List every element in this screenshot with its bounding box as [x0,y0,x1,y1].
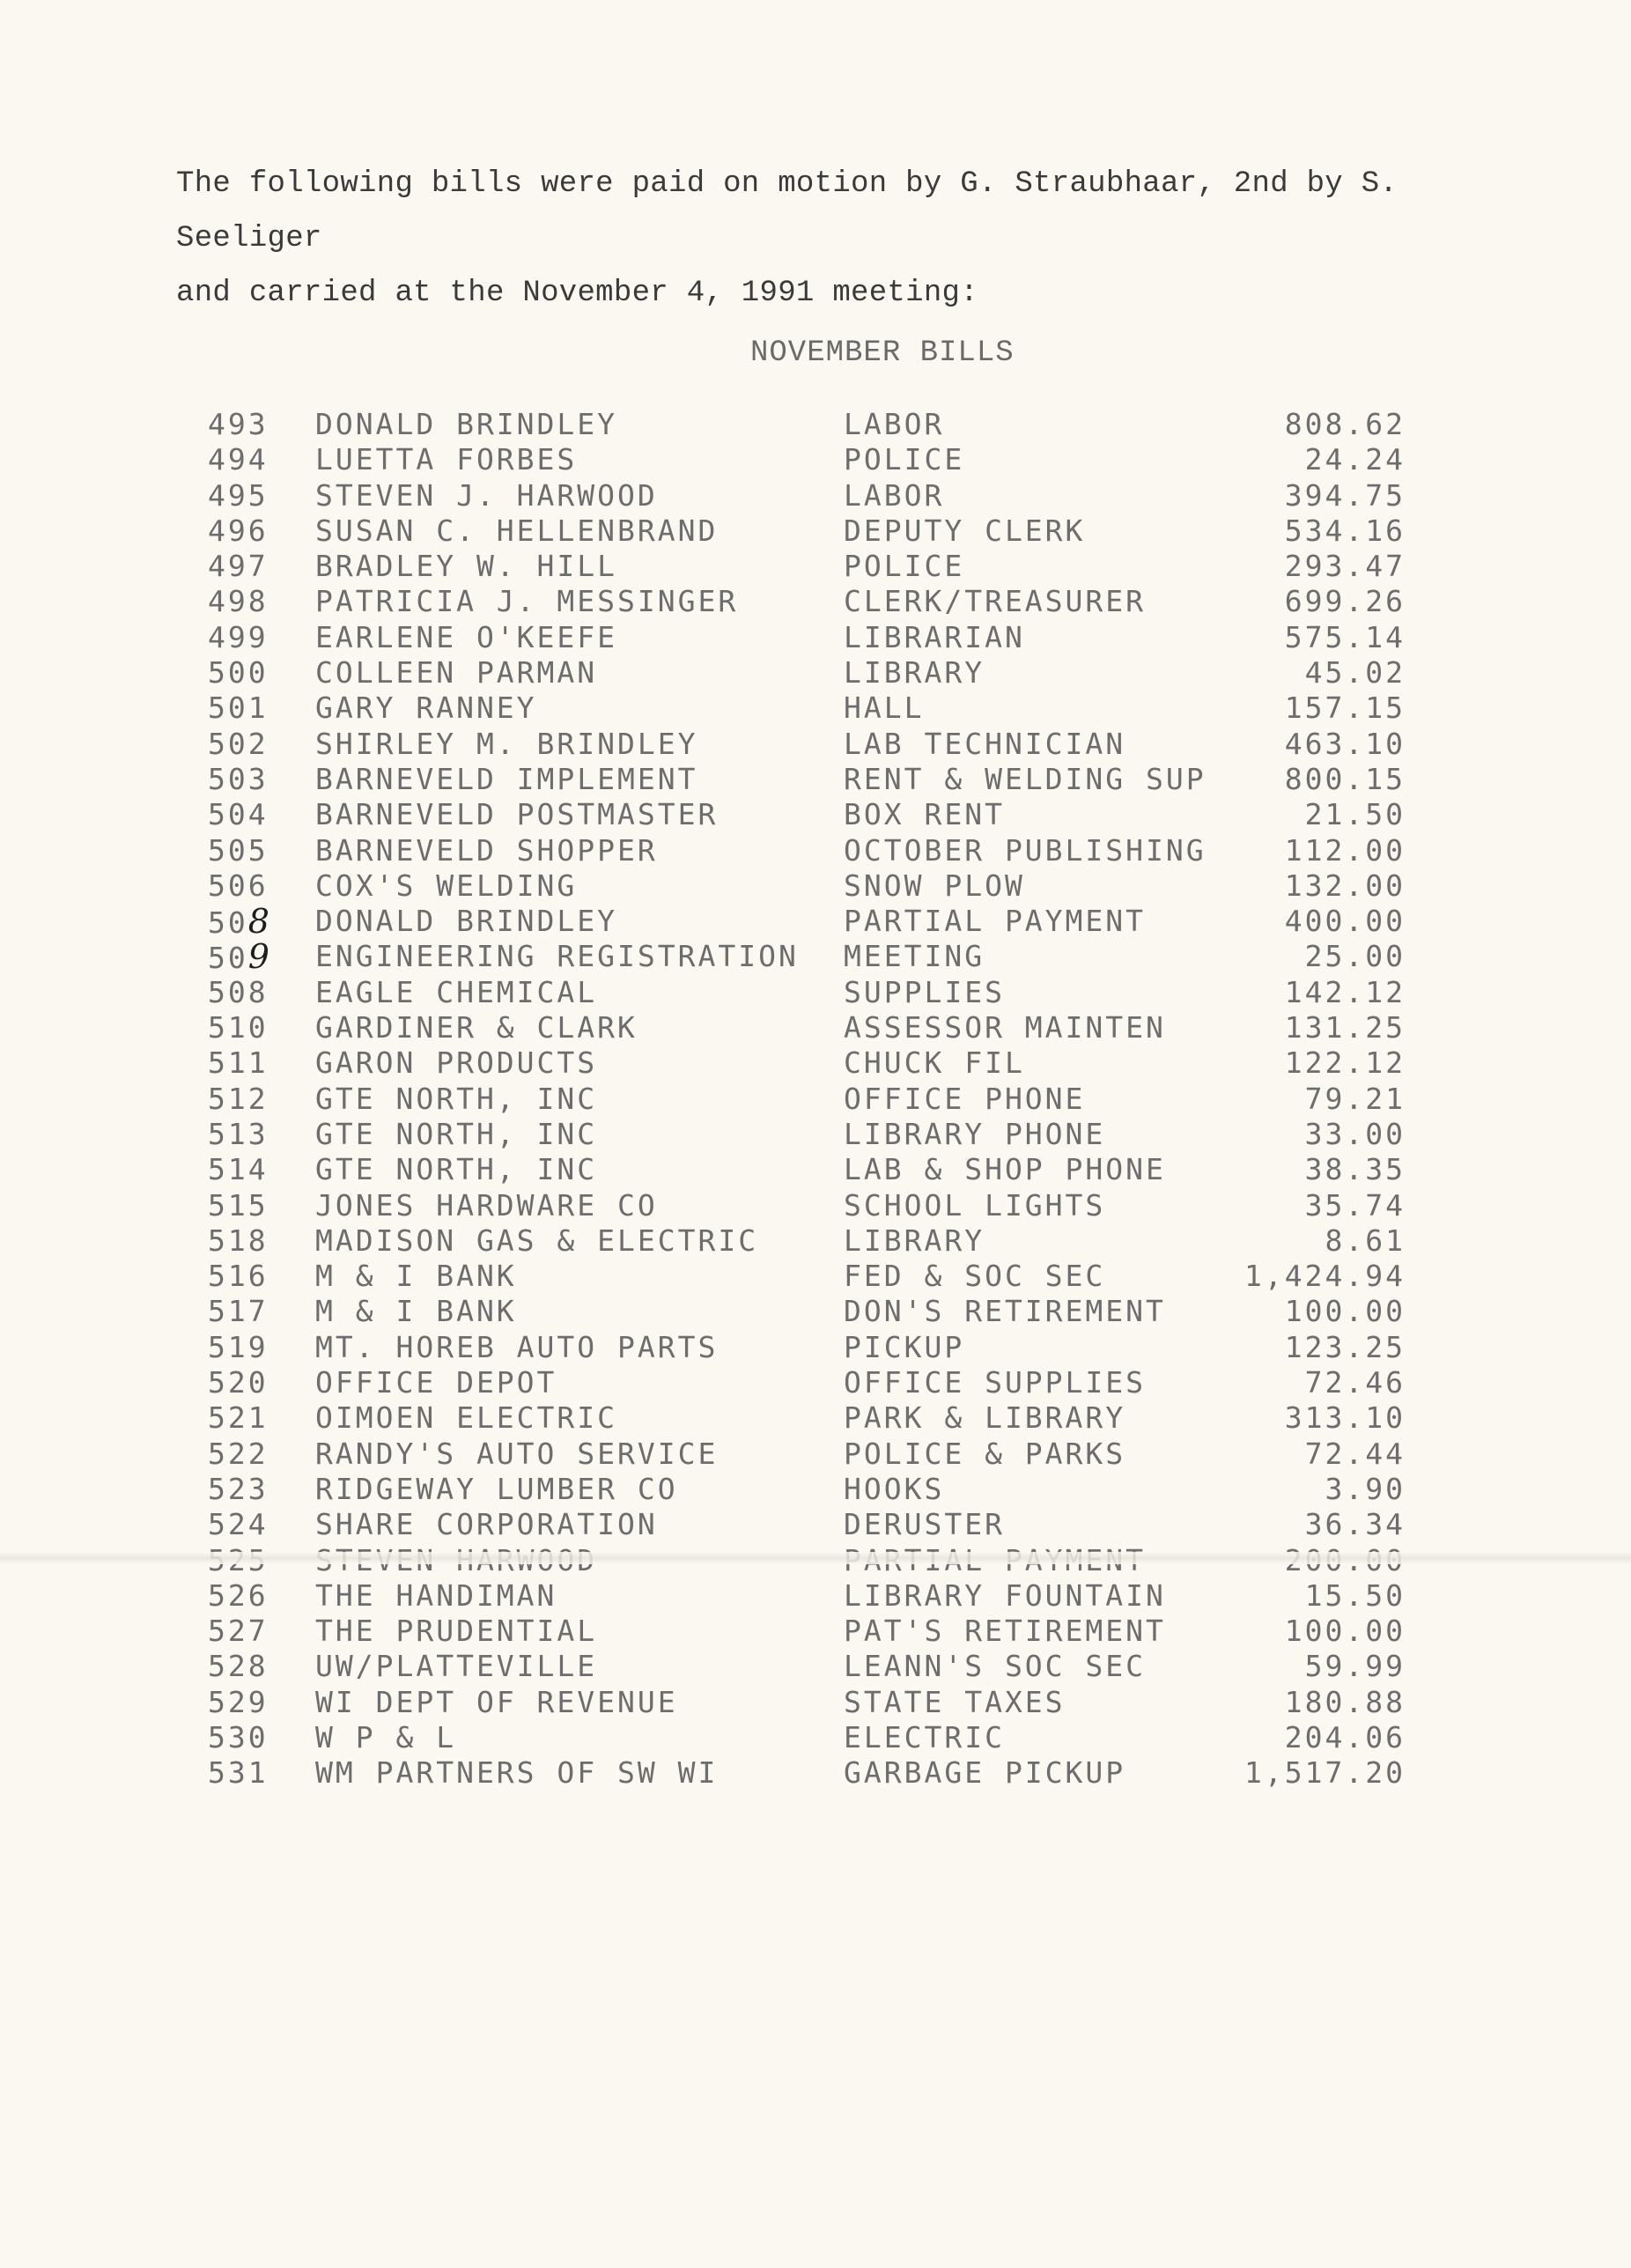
bill-description: LABOR [844,407,945,441]
bill-number [208,975,269,1010]
bill-number-typed: 497 [208,549,269,584]
bill-number [208,868,269,904]
bill-row [208,833,1406,868]
bill-amount: 112.00 [1284,832,1406,868]
bill-description: LEANN'S SOC SEC [844,1649,1147,1684]
intro-line-2: and carried at the November 4, 1991 meeting: [176,277,978,310]
bill-row [208,1755,1406,1791]
bill-number [208,904,269,941]
bill-amount: 72.46 [1304,1365,1406,1400]
bill-payee: ENGINEERING REGISTRATION [315,939,799,974]
bill-amount: 123.25 [1284,1329,1406,1364]
bill-row [208,1294,1406,1329]
bill-number [208,691,269,726]
bill-description: HALL [844,691,925,726]
bill-payee: BARNEVELD POSTMASTER [315,797,719,832]
bill-number [208,513,269,549]
bill-payee: JONES HARDWARE CO [315,1187,658,1223]
bill-number-typed: 494 [208,442,269,477]
bill-row [208,1223,1406,1259]
bill-description: OFFICE SUPPLIES [844,1365,1147,1400]
bill-number-typed: 520 [208,1365,269,1400]
bill-amount: 132.00 [1284,868,1406,903]
bill-amount: 100.00 [1284,1614,1406,1649]
bill-number-typed: 526 [208,1577,269,1613]
bill-row [208,1720,1406,1755]
bill-payee: RIDGEWAY LUMBER CO [315,1471,678,1506]
bill-number [208,1437,269,1472]
bill-row [208,1649,1406,1684]
bill-number [208,1259,269,1294]
bill-amount: 1,517.20 [1244,1755,1406,1791]
bill-row [208,549,1406,584]
bill-payee: GARY RANNEY [315,691,537,726]
bill-payee: SHARE CORPORATION [315,1507,658,1542]
bill-number-typed: 511 [208,1045,269,1081]
bill-number-typed: 531 [208,1755,269,1791]
bill-row [208,1400,1406,1436]
bill-payee: MADISON GAS & ELECTRIC [315,1223,759,1258]
bill-payee: THE HANDIMAN [315,1577,557,1613]
bill-description: CLERK/TREASURER [844,584,1147,619]
bill-description: PICKUP [844,1329,965,1364]
bill-description: DON'S RETIREMENT [844,1294,1166,1329]
bill-description: OCTOBER PUBLISHING [844,832,1207,868]
bill-description: GARBAGE PICKUP [844,1755,1126,1791]
bill-amount: 122.12 [1284,1045,1406,1081]
bill-row [208,1578,1406,1614]
bill-description: ELECTRIC [844,1719,1005,1755]
bill-payee: BARNEVELD IMPLEMENT [315,761,698,796]
bill-amount: 204.06 [1284,1719,1406,1755]
bill-row [208,1152,1406,1187]
bill-row [208,1614,1406,1649]
bill-row [208,1507,1406,1542]
bill-description: DEPUTY CLERK [844,513,1086,548]
bill-row [208,442,1406,477]
bill-payee: MT. HOREB AUTO PARTS [315,1329,719,1364]
bill-payee: OFFICE DEPOT [315,1365,557,1400]
bill-row [208,902,1406,942]
bill-description: HOOKS [844,1471,945,1506]
bill-payee: LUETTA FORBES [315,442,578,477]
bill-description: LIBRARY PHONE [844,1116,1106,1151]
bill-row [208,762,1406,797]
bill-payee: GTE NORTH, INC [315,1152,598,1187]
bill-description: LAB TECHNICIAN [844,726,1126,761]
bill-row [208,584,1406,619]
bills-heading: NOVEMBER BILLS [750,336,1015,370]
bill-payee: PATRICIA J. MESSINGER [315,584,739,619]
bill-number [208,620,269,655]
bill-amount: 131.25 [1284,1010,1406,1045]
bill-description: SNOW PLOW [844,868,1025,903]
bill-row [208,937,1406,977]
bill-description: SUPPLIES [844,974,1005,1009]
bill-description: LIBRARY [844,655,985,691]
bill-row [208,655,1406,691]
bill-number-typed: 501 [208,691,269,726]
bill-number-typed: 514 [208,1152,269,1187]
bill-number [208,1720,269,1755]
bill-number-typed: 517 [208,1294,269,1329]
intro-paragraph [176,157,1550,321]
bill-amount: 313.10 [1284,1400,1406,1436]
bill-number [208,1614,269,1649]
bill-number [208,1117,269,1152]
bill-payee: OIMOEN ELECTRIC [315,1400,618,1436]
bill-description: OFFICE PHONE [844,1081,1086,1116]
bill-row [208,1365,1406,1400]
bill-number-typed: 516 [208,1259,269,1294]
bill-number [208,1400,269,1436]
bill-number-typed: 503 [208,761,269,796]
bill-number-typed: 496 [208,513,269,548]
bill-number [208,407,269,442]
bill-row [208,1685,1406,1720]
bill-number [208,939,269,976]
bill-amount: 72.44 [1304,1436,1406,1471]
bill-number-typed: 523 [208,1471,269,1506]
bill-number [208,727,269,762]
bill-number-typed: 506 [208,868,269,903]
bill-number-typed: 528 [208,1649,269,1684]
bill-number [208,1755,269,1791]
bill-description: ASSESSOR MAINTEN [844,1010,1166,1045]
bill-payee: UW/PLATTEVILLE [315,1649,598,1684]
bill-payee: M & I BANK [315,1259,517,1294]
bill-amount: 3.90 [1325,1471,1406,1506]
bill-row [208,620,1406,655]
bill-amount: 180.88 [1284,1684,1406,1719]
bill-number-typed: 498 [208,584,269,619]
bill-payee: WI DEPT OF REVENUE [315,1684,678,1719]
bill-number [208,1188,269,1223]
bill-row [208,1045,1406,1081]
bill-amount: 808.62 [1284,407,1406,441]
bill-number-typed: 519 [208,1329,269,1364]
bill-number [208,655,269,691]
bill-row [208,1117,1406,1152]
bill-amount: 463.10 [1284,726,1406,761]
bill-number-typed: 518 [208,1223,269,1258]
bill-row [208,407,1406,442]
bill-number-typed: 512 [208,1081,269,1116]
bill-description: SCHOOL LIGHTS [844,1187,1106,1223]
bill-payee: WM PARTNERS OF SW WI [315,1755,719,1791]
bill-number [208,1045,269,1081]
bill-number [208,1472,269,1507]
bill-description: STATE TAXES [844,1684,1066,1719]
bill-description: LIBRARY [844,1223,985,1258]
bill-amount: 534.16 [1284,513,1406,548]
bill-amount: 100.00 [1284,1294,1406,1329]
bill-number-typed: 508 [208,974,269,1009]
bill-amount: 394.75 [1284,477,1406,513]
bill-payee: SHIRLEY M. BRINDLEY [315,726,698,761]
bill-amount: 1,424.94 [1244,1259,1406,1294]
bill-row [208,727,1406,762]
bill-amount: 400.00 [1284,904,1406,939]
bill-row [208,478,1406,513]
bill-number-typed: 521 [208,1400,269,1436]
bill-number [208,1152,269,1187]
bill-description: LABOR [844,477,945,513]
bill-number-typed: 524 [208,1507,269,1542]
bill-amount: 699.26 [1284,584,1406,619]
bill-payee: BARNEVELD SHOPPER [315,832,658,868]
bill-number-typed: 513 [208,1116,269,1151]
bill-description: LIBRARY FOUNTAIN [844,1577,1166,1613]
bill-description: LAB & SHOP PHONE [844,1152,1166,1187]
bill-number [208,584,269,619]
bill-number-typed: 50 [208,905,248,941]
bill-number-typed: 527 [208,1614,269,1649]
bill-payee: SUSAN C. HELLENBRAND [315,513,719,548]
bill-description: MEETING [844,939,985,974]
bill-number [208,1082,269,1117]
bill-description: LIBRARIAN [844,619,1025,654]
bill-amount: 800.15 [1284,761,1406,796]
bill-description: FED & SOC SEC [844,1259,1106,1294]
bill-number [208,1507,269,1542]
bill-number [208,762,269,797]
bill-description: POLICE & PARKS [844,1436,1126,1471]
bill-payee: DONALD BRINDLEY [315,904,618,939]
bill-number [208,442,269,477]
handwritten-correction: 9 [247,937,269,977]
bill-number-typed: 495 [208,477,269,513]
bill-number-typed: 493 [208,407,269,441]
bill-number-typed: 529 [208,1684,269,1719]
bill-amount: 35.74 [1304,1187,1406,1223]
bill-row [208,1188,1406,1223]
bill-amount: 142.12 [1284,974,1406,1009]
bill-number [208,478,269,513]
handwritten-correction: 8 [247,902,269,942]
bill-row [208,797,1406,832]
bill-payee: COX'S WELDING [315,868,578,903]
bill-payee: GARON PRODUCTS [315,1045,598,1081]
bill-number-typed: 510 [208,1010,269,1045]
bill-payee: GTE NORTH, INC [315,1081,598,1116]
bill-row [208,513,1406,549]
bill-number [208,1294,269,1329]
bill-amount: 575.14 [1284,619,1406,654]
bill-row [208,1472,1406,1507]
bill-row [208,868,1406,904]
bill-payee: GARDINER & CLARK [315,1010,638,1045]
bill-payee: EARLENE O'KEEFE [315,619,618,654]
bill-number [208,1578,269,1614]
bill-row [208,1010,1406,1045]
bill-number-typed: 500 [208,655,269,691]
bill-number [208,833,269,868]
bill-row [208,1330,1406,1365]
bill-description: PARTIAL PAYMENT [844,904,1147,939]
bill-number-typed: 522 [208,1436,269,1471]
bill-payee: GTE NORTH, INC [315,1116,598,1151]
bill-payee: EAGLE CHEMICAL [315,974,598,1009]
bill-amount: 79.21 [1304,1081,1406,1116]
bill-description: PAT'S RETIREMENT [844,1614,1166,1649]
bill-description: CHUCK FIL [844,1045,1025,1081]
bill-row [208,1437,1406,1472]
bill-payee: M & I BANK [315,1294,517,1329]
bill-number [208,1685,269,1720]
bill-number [208,1330,269,1365]
bill-payee: THE PRUDENTIAL [315,1614,598,1649]
bill-amount: 45.02 [1304,655,1406,691]
bills-list [208,407,1406,1791]
bill-number [208,797,269,832]
bill-amount: 21.50 [1304,797,1406,832]
bill-payee: RANDY'S AUTO SERVICE [315,1436,719,1471]
bill-number-typed: 530 [208,1719,269,1755]
bill-amount: 8.61 [1325,1223,1406,1258]
bill-description: RENT & WELDING SUP [844,761,1207,796]
paper-fold-line [0,1552,1631,1564]
bill-payee: BRADLEY W. HILL [315,549,618,584]
bill-payee: W P & L [315,1719,457,1755]
bill-row [208,975,1406,1010]
intro-line-1: The following bills were paid on motion by G. Straubhaar, 2nd by S. Seeliger [176,167,1399,255]
bill-amount: 38.35 [1304,1152,1406,1187]
bill-number [208,549,269,584]
bill-payee: STEVEN J. HARWOOD [315,477,658,513]
bill-number-typed: 499 [208,619,269,654]
bill-amount: 59.99 [1304,1649,1406,1684]
bill-amount: 293.47 [1284,549,1406,584]
bill-amount: 15.50 [1304,1577,1406,1613]
bill-description: POLICE [844,442,965,477]
bill-description: POLICE [844,549,965,584]
bill-number-typed: 515 [208,1187,269,1223]
bill-number [208,1649,269,1684]
bill-number [208,1223,269,1259]
bill-amount: 157.15 [1284,691,1406,726]
bill-row [208,1259,1406,1294]
bill-description: DERUSTER [844,1507,1005,1542]
bill-description: PARK & LIBRARY [844,1400,1126,1436]
bill-description: BOX RENT [844,797,1005,832]
bill-number-typed: 505 [208,832,269,868]
bill-amount: 36.34 [1304,1507,1406,1542]
bill-row [208,1082,1406,1117]
bill-number-typed: 504 [208,797,269,832]
bill-payee: COLLEEN PARMAN [315,655,598,691]
bill-number-typed: 502 [208,726,269,761]
bill-number [208,1010,269,1045]
bill-amount: 24.24 [1304,442,1406,477]
bill-number [208,1365,269,1400]
bill-payee: DONALD BRINDLEY [315,407,618,441]
bill-number-typed: 50 [208,941,248,976]
bill-amount: 25.00 [1304,939,1406,974]
bill-amount: 33.00 [1304,1116,1406,1151]
bill-row [208,691,1406,726]
